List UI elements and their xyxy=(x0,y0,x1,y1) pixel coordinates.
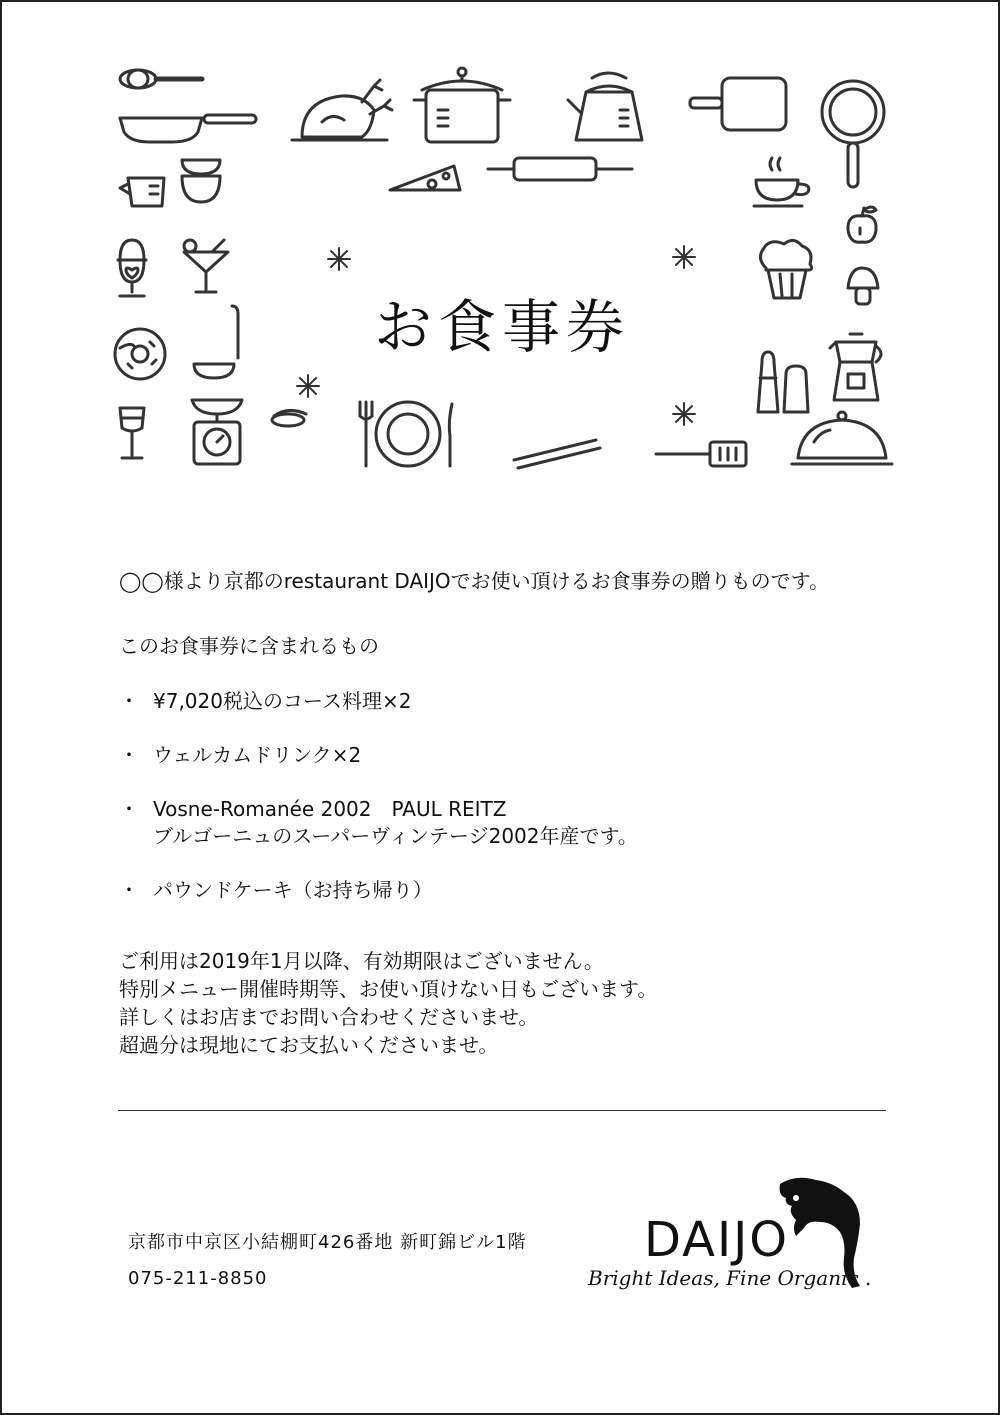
list-item xyxy=(119,742,889,769)
wine-glass-icon xyxy=(120,408,144,458)
frying-pan-icon xyxy=(120,115,256,142)
page-title: お食事券 xyxy=(373,293,630,361)
cutting-board-icon xyxy=(690,78,786,130)
rolling-pin-icon xyxy=(488,158,632,180)
cheese-icon xyxy=(390,166,460,190)
item-text: ウェルカムドリンク×2 xyxy=(153,743,362,767)
chopsticks-icon xyxy=(514,440,600,468)
item-text: Vosne-Romanée 2002 PAUL REITZ xyxy=(153,797,507,821)
coffee-cup-icon xyxy=(754,158,809,206)
logo-tagline: Bright Ideas, Fine Organic . xyxy=(588,1266,872,1290)
cloche-icon xyxy=(792,412,892,464)
list-item xyxy=(119,688,889,715)
roast-chicken-icon xyxy=(292,80,392,140)
sushi-icon xyxy=(272,410,306,426)
intro-text: ◯◯様より京都のrestaurant DAIJOでお使い頂けるお食事券の贈りものです。 xyxy=(119,569,830,593)
kitchen-icon-frame xyxy=(2,2,1000,502)
pot-icon xyxy=(414,68,510,142)
item-text: ¥7,020税込のコース料理×2 xyxy=(153,689,412,713)
usage-notes xyxy=(119,947,889,1059)
note-line: ご利用は2019年1月以降、有効期限はございません。 xyxy=(119,949,604,973)
kitchen-scale-icon xyxy=(192,400,242,464)
daijo-logo xyxy=(582,1162,882,1302)
note-line: 特別メニュー開催時期等、お使い頂けない日もございます。 xyxy=(119,977,658,1001)
measuring-cup-icon xyxy=(120,178,164,206)
item-text: パウンドケーキ（お持ち帰り） xyxy=(153,878,433,902)
round-pan-icon xyxy=(822,81,884,187)
store-phone: 075-211-8850 xyxy=(128,1268,268,1289)
bullet: ・ xyxy=(119,878,139,902)
apple-icon xyxy=(848,207,876,242)
bullet: ・ xyxy=(119,797,139,821)
store-address: 京都市中京区小結棚町426番地 新町錦ビル1階 xyxy=(128,1232,527,1253)
note-line: 超過分は現地にてお支払いくださいませ。 xyxy=(119,1033,499,1057)
spatula-icon xyxy=(656,442,746,466)
divider xyxy=(118,1110,886,1111)
list-item xyxy=(119,796,889,850)
kettle-icon xyxy=(568,73,642,140)
bullet: ・ xyxy=(119,689,139,713)
bullet: ・ xyxy=(119,743,139,767)
list-item xyxy=(119,877,889,904)
item-subtext: ブルゴーニュのスーパーヴィンテージ2002年産です。 xyxy=(153,824,638,848)
plate-cutlery-icon xyxy=(360,402,452,466)
contains-heading: このお食事券に含まれるもの xyxy=(119,634,379,658)
included-items-list xyxy=(119,688,889,904)
voucher-description xyxy=(119,568,889,1059)
logo-name: DAIJO xyxy=(644,1212,790,1268)
note-line: 詳しくはお店までお問い合わせくださいませ。 xyxy=(119,1005,539,1029)
whisk-icon xyxy=(120,70,202,88)
bowls-icon xyxy=(182,160,220,202)
